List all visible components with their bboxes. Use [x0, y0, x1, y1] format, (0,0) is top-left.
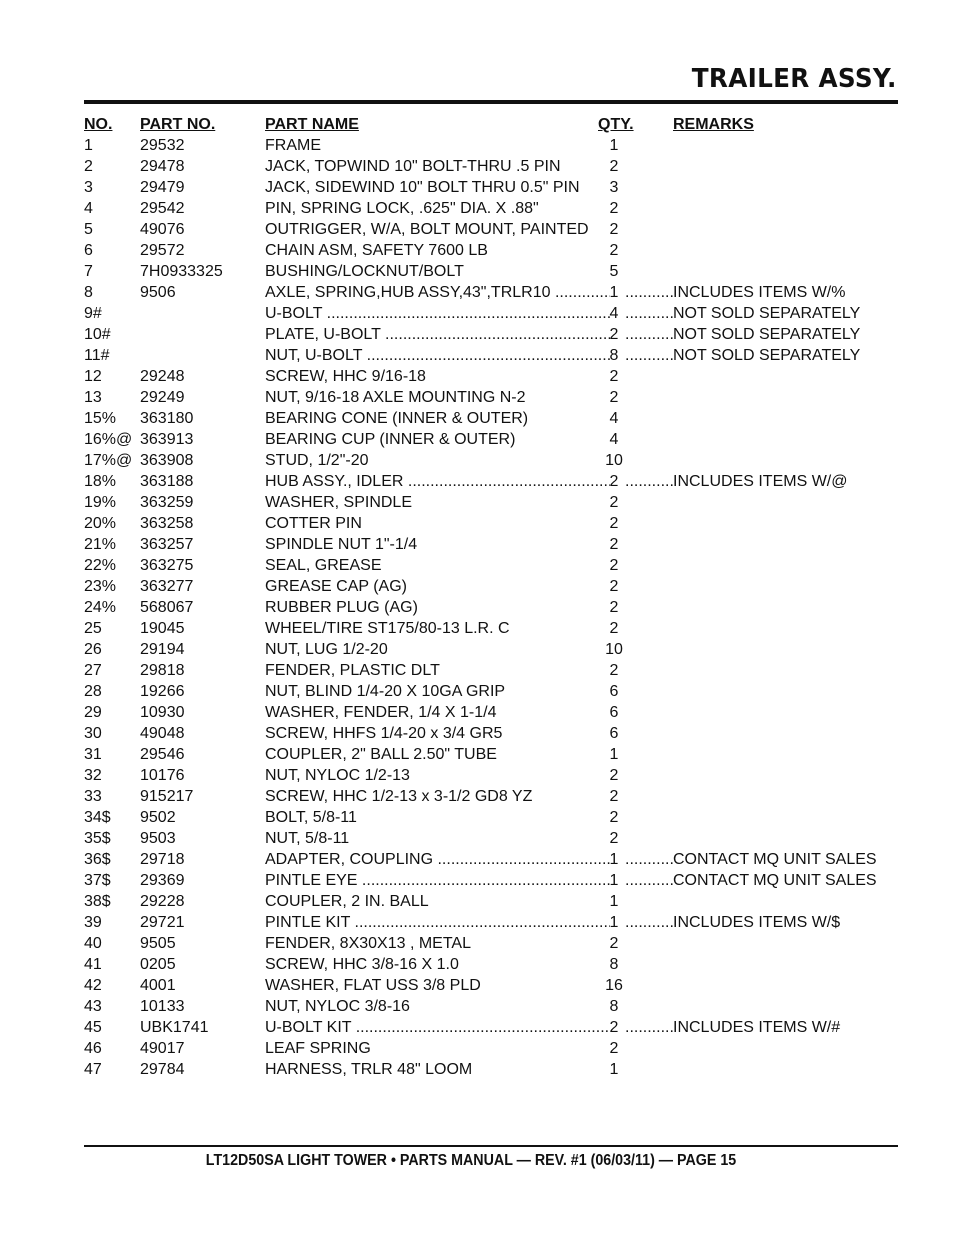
- qty-cell: 1: [609, 284, 619, 301]
- remarks-cell: NOT SOLD SEPARATELY: [673, 305, 861, 322]
- qty-cell: 1: [609, 893, 619, 910]
- table-row: [84, 492, 898, 513]
- qty-cell: 2: [609, 620, 619, 637]
- qty-cell: 2: [609, 809, 619, 826]
- qty-cell: 2: [609, 200, 619, 217]
- part-no-cell: 363258: [140, 515, 194, 532]
- table-row: [84, 660, 898, 681]
- column-header-qty: QTY.: [598, 116, 634, 133]
- table-row: [84, 387, 898, 408]
- table-row: [84, 933, 898, 954]
- part-no-cell: 10133: [140, 998, 185, 1015]
- qty-cell: 3: [609, 179, 619, 196]
- table-row: [84, 471, 898, 492]
- table-row: [84, 1017, 898, 1038]
- leader-dots: [625, 870, 673, 891]
- table-row: [84, 828, 898, 849]
- part-number-index: 36$: [84, 851, 111, 868]
- part-number-index: 21%: [84, 536, 117, 553]
- table-row: [84, 681, 898, 702]
- qty-cell: 2: [609, 1040, 619, 1057]
- qty-cell: 2: [609, 242, 619, 259]
- part-no-cell: 9502: [140, 809, 176, 826]
- part-number-index: 32: [84, 767, 102, 784]
- table-row: [84, 135, 898, 156]
- table-row: [84, 786, 898, 807]
- qty-cell: 6: [609, 725, 619, 742]
- part-number-index: 22%: [84, 557, 117, 574]
- remarks-cell: INCLUDES ITEMS W/@: [673, 473, 848, 490]
- leader-dots: [625, 345, 673, 366]
- qty-cell: 2: [609, 515, 619, 532]
- table-row: [84, 240, 898, 261]
- part-number-index: 31: [84, 746, 102, 763]
- part-no-cell: 49017: [140, 1040, 185, 1057]
- table-row: [84, 702, 898, 723]
- part-name-cell: JACK, TOPWIND 10" BOLT-THRU .5 PIN: [265, 158, 561, 175]
- table-row: [84, 975, 898, 996]
- part-number-index: 2: [84, 158, 93, 175]
- table-row: [84, 177, 898, 198]
- qty-cell: 2: [609, 788, 619, 805]
- qty-cell: 2: [609, 326, 619, 343]
- qty-cell: 2: [609, 368, 619, 385]
- table-row: [84, 408, 898, 429]
- part-name-cell: WHEEL/TIRE ST175/80-13 L.R. C: [265, 620, 510, 637]
- part-name-cell: NUT, LUG 1/2-20: [265, 641, 388, 658]
- part-number-index: 45: [84, 1019, 102, 1036]
- table-row: [84, 450, 898, 471]
- part-number-index: 24%: [84, 599, 117, 616]
- part-number-index: 27: [84, 662, 102, 679]
- remarks-cell: INCLUDES ITEMS W/#: [673, 1019, 841, 1036]
- table-row: [84, 366, 898, 387]
- part-name-cell: GREASE CAP (AG): [265, 578, 407, 595]
- qty-cell: 16: [605, 977, 623, 994]
- qty-cell: 10: [605, 452, 623, 469]
- qty-cell: 2: [609, 536, 619, 553]
- remarks-cell: INCLUDES ITEMS W/%: [673, 284, 846, 301]
- part-number-index: 13: [84, 389, 102, 406]
- table-row: [84, 282, 898, 303]
- part-number-index: 26: [84, 641, 102, 658]
- part-no-cell: UBK1741: [140, 1019, 209, 1036]
- part-no-cell: 4001: [140, 977, 176, 994]
- part-no-cell: 915217: [140, 788, 194, 805]
- part-number-index: 20%: [84, 515, 117, 532]
- table-row: [84, 744, 898, 765]
- qty-cell: 1: [609, 851, 619, 868]
- part-name-cell: U-BOLT .....: [265, 303, 610, 324]
- part-no-cell: 29228: [140, 893, 185, 910]
- table-row: [84, 555, 898, 576]
- part-name-cell: BEARING CONE (INNER & OUTER): [265, 410, 529, 427]
- remarks-cell: INCLUDES ITEMS W/$: [673, 914, 841, 931]
- part-name-cell: WASHER, FLAT USS 3/8 PLD: [265, 977, 481, 994]
- table-row: [84, 618, 898, 639]
- part-name-cell: COUPLER, 2 IN. BALL: [265, 893, 429, 910]
- table-header: [84, 114, 898, 135]
- leader-dots: [625, 471, 673, 492]
- part-number-index: 1: [84, 137, 93, 154]
- table-row: [84, 849, 898, 870]
- qty-cell: 1: [609, 914, 619, 931]
- part-no-cell: 9503: [140, 830, 176, 847]
- qty-cell: 10: [605, 641, 623, 658]
- part-number-index: 25: [84, 620, 102, 637]
- leader-dots: [625, 849, 673, 870]
- part-name-cell: NUT, NYLOC 1/2-13: [265, 767, 410, 784]
- table-row: [84, 576, 898, 597]
- part-name-cell: AXLE, SPRING,HUB ASSY,43",TRLR10 .....: [265, 282, 610, 303]
- column-header-remarks: REMARKS: [673, 116, 754, 133]
- table-row: [84, 261, 898, 282]
- column-header-part-name: PART NAME: [265, 116, 359, 133]
- part-number-index: 42: [84, 977, 102, 994]
- part-number-index: 3: [84, 179, 93, 196]
- qty-cell: 6: [609, 704, 619, 721]
- table-row: [84, 534, 898, 555]
- page-title: TRAILER ASSY.: [692, 64, 897, 94]
- qty-cell: 1: [609, 746, 619, 763]
- part-number-index: 37$: [84, 872, 111, 889]
- part-no-cell: 568067: [140, 599, 194, 616]
- qty-cell: 8: [609, 347, 619, 364]
- part-name-cell: SCREW, HHC 3/8-16 X 1.0: [265, 956, 459, 973]
- part-number-index: 15%: [84, 410, 117, 427]
- qty-cell: 5: [609, 263, 619, 280]
- table-row: [84, 1059, 898, 1080]
- qty-cell: 2: [609, 557, 619, 574]
- part-number-index: 18%: [84, 473, 117, 490]
- part-name-cell: JACK, SIDEWIND 10" BOLT THRU 0.5" PIN: [265, 179, 580, 196]
- part-number-index: 47: [84, 1061, 102, 1078]
- part-number-index: 12: [84, 368, 102, 385]
- part-number-index: 6: [84, 242, 93, 259]
- part-no-cell: 29542: [140, 200, 185, 217]
- part-no-cell: 29248: [140, 368, 185, 385]
- table-row: [84, 807, 898, 828]
- part-number-index: 29: [84, 704, 102, 721]
- part-number-index: 30: [84, 725, 102, 742]
- part-no-cell: 19266: [140, 683, 185, 700]
- table-row: [84, 870, 898, 891]
- part-no-cell: 29249: [140, 389, 185, 406]
- part-no-cell: 363913: [140, 431, 194, 448]
- qty-cell: 2: [609, 935, 619, 952]
- part-no-cell: 363908: [140, 452, 194, 469]
- part-name-cell: SPINDLE NUT 1"-1/4: [265, 536, 418, 553]
- qty-cell: 8: [609, 998, 619, 1015]
- part-name-cell: HARNESS, TRLR 48" LOOM: [265, 1061, 473, 1078]
- page-footer: LT12D50SA LIGHT TOWER • PARTS MANUAL — REV. #1 (06/03/11) — PAGE 15: [205, 1152, 737, 1169]
- table-row: [84, 954, 898, 975]
- part-number-index: 17%@: [84, 452, 133, 469]
- part-no-cell: 29369: [140, 872, 185, 889]
- part-no-cell: 29532: [140, 137, 185, 154]
- part-number-index: 46: [84, 1040, 102, 1057]
- part-no-cell: 29479: [140, 179, 185, 196]
- part-name-cell: FRAME: [265, 137, 321, 154]
- part-name-cell: NUT, 9/16-18 AXLE MOUNTING N-2: [265, 389, 526, 406]
- part-no-cell: 29818: [140, 662, 185, 679]
- part-no-cell: 363259: [140, 494, 194, 511]
- part-number-index: 4: [84, 200, 93, 217]
- table-row: [84, 156, 898, 177]
- part-name-cell: FENDER, PLASTIC DLT: [265, 662, 440, 679]
- part-name-cell: COTTER PIN: [265, 515, 362, 532]
- part-no-cell: 29572: [140, 242, 185, 259]
- part-name-cell: ADAPTER, COUPLING .....: [265, 849, 610, 870]
- column-header-part-no: PART NO.: [140, 116, 216, 133]
- qty-cell: 1: [609, 137, 619, 154]
- table-row: [84, 597, 898, 618]
- part-name-cell: OUTRIGGER, W/A, BOLT MOUNT, PAINTED: [265, 221, 589, 238]
- part-no-cell: 29721: [140, 914, 185, 931]
- qty-cell: 2: [609, 599, 619, 616]
- remarks-cell: NOT SOLD SEPARATELY: [673, 326, 861, 343]
- parts-table: [84, 114, 898, 1080]
- part-number-index: 7: [84, 263, 93, 280]
- part-name-cell: FENDER, 8X30X13 , METAL: [265, 935, 471, 952]
- qty-cell: 2: [609, 473, 619, 490]
- qty-cell: 2: [609, 158, 619, 175]
- part-name-cell: SCREW, HHC 9/16-18: [265, 368, 426, 385]
- qty-cell: 2: [609, 830, 619, 847]
- qty-cell: 1: [609, 1061, 619, 1078]
- part-name-cell: HUB ASSY., IDLER .....: [265, 471, 610, 492]
- table-row: [84, 912, 898, 933]
- part-name-cell: NUT, 5/8-11: [265, 830, 350, 847]
- part-name-cell: WASHER, SPINDLE: [265, 494, 412, 511]
- part-name-cell: STUD, 1/2"-20: [265, 452, 369, 469]
- table-row: [84, 1038, 898, 1059]
- part-no-cell: 29478: [140, 158, 185, 175]
- qty-cell: 2: [609, 221, 619, 238]
- table-row: [84, 891, 898, 912]
- table-row: [84, 723, 898, 744]
- qty-cell: 2: [609, 662, 619, 679]
- part-name-cell: NUT, BLIND 1/4-20 X 10GA GRIP: [265, 683, 506, 700]
- part-number-index: 33: [84, 788, 102, 805]
- part-no-cell: 19045: [140, 620, 185, 637]
- footer-rule: [84, 1145, 898, 1147]
- table-row: [84, 303, 898, 324]
- table-row: [84, 765, 898, 786]
- part-no-cell: 363275: [140, 557, 194, 574]
- part-name-cell: SCREW, HHC 1/2-13 x 3-1/2 GD8 YZ: [265, 788, 533, 805]
- part-no-cell: 29718: [140, 851, 185, 868]
- part-number-index: 5: [84, 221, 93, 238]
- part-no-cell: 49048: [140, 725, 185, 742]
- part-number-index: 35$: [84, 830, 111, 847]
- qty-cell: 4: [609, 410, 619, 427]
- remarks-cell: NOT SOLD SEPARATELY: [673, 347, 861, 364]
- qty-cell: 2: [609, 578, 619, 595]
- part-number-index: 11#: [84, 347, 110, 364]
- part-name-cell: COUPLER, 2" BALL 2.50" TUBE: [265, 746, 497, 763]
- part-no-cell: 363277: [140, 578, 194, 595]
- part-no-cell: 29194: [140, 641, 185, 658]
- part-no-cell: 7H0933325: [140, 263, 223, 280]
- part-no-cell: 363257: [140, 536, 194, 553]
- part-name-cell: LEAF SPRING: [265, 1040, 371, 1057]
- part-no-cell: 29546: [140, 746, 185, 763]
- part-name-cell: NUT, NYLOC 3/8-16: [265, 998, 410, 1015]
- header-rule: [84, 100, 898, 104]
- remarks-cell: CONTACT MQ UNIT SALES: [673, 851, 877, 868]
- part-number-index: 19%: [84, 494, 117, 511]
- part-number-index: 16%@: [84, 431, 133, 448]
- part-number-index: 23%: [84, 578, 117, 595]
- qty-cell: 4: [609, 305, 619, 322]
- qty-cell: 6: [609, 683, 619, 700]
- part-name-cell: PLATE, U-BOLT .....: [265, 324, 610, 345]
- part-number-index: 43: [84, 998, 102, 1015]
- part-name-cell: PIN, SPRING LOCK, .625" DIA. X .88": [265, 200, 539, 217]
- part-name-cell: SCREW, HHFS 1/4-20 x 3/4 GR5: [265, 725, 503, 742]
- part-number-index: 9#: [84, 305, 102, 322]
- part-no-cell: 9506: [140, 284, 176, 301]
- qty-cell: 2: [609, 1019, 619, 1036]
- part-number-index: 28: [84, 683, 102, 700]
- leader-dots: [625, 1017, 673, 1038]
- part-name-cell: SEAL, GREASE: [265, 557, 382, 574]
- leader-dots: [625, 282, 673, 303]
- part-number-index: 40: [84, 935, 102, 952]
- leader-dots: [625, 912, 673, 933]
- table-row: [84, 219, 898, 240]
- part-number-index: 10#: [84, 326, 111, 343]
- part-no-cell: 29784: [140, 1061, 185, 1078]
- part-number-index: 41: [84, 956, 102, 973]
- qty-cell: 2: [609, 767, 619, 784]
- part-no-cell: 363180: [140, 410, 194, 427]
- part-no-cell: 363188: [140, 473, 194, 490]
- leader-dots: [625, 303, 673, 324]
- part-no-cell: 10176: [140, 767, 185, 784]
- part-no-cell: 10930: [140, 704, 185, 721]
- part-name-cell: NUT, U-BOLT .....: [265, 345, 610, 366]
- qty-cell: 1: [609, 872, 619, 889]
- table-row: [84, 996, 898, 1017]
- part-name-cell: BEARING CUP (INNER & OUTER): [265, 431, 516, 448]
- qty-cell: 8: [609, 956, 619, 973]
- part-name-cell: U-BOLT KIT .....: [265, 1017, 610, 1038]
- table-row: [84, 345, 898, 366]
- table-row: [84, 198, 898, 219]
- part-number-index: 38$: [84, 893, 111, 910]
- table-row: [84, 513, 898, 534]
- part-name-cell: RUBBER PLUG (AG): [265, 599, 418, 616]
- remarks-cell: CONTACT MQ UNIT SALES: [673, 872, 877, 889]
- part-no-cell: 49076: [140, 221, 185, 238]
- qty-cell: 2: [609, 494, 619, 511]
- column-header-no: NO.: [84, 116, 113, 133]
- part-name-cell: BOLT, 5/8-11: [265, 809, 357, 826]
- qty-cell: 4: [609, 431, 619, 448]
- part-name-cell: PINTLE KIT .....: [265, 912, 610, 933]
- part-no-cell: 0205: [140, 956, 176, 973]
- part-no-cell: 9505: [140, 935, 176, 952]
- table-row: [84, 324, 898, 345]
- part-name-cell: PINTLE EYE .....: [265, 870, 610, 891]
- qty-cell: 2: [609, 389, 619, 406]
- table-row: [84, 639, 898, 660]
- part-name-cell: CHAIN ASM, SAFETY 7600 LB: [265, 242, 488, 259]
- part-name-cell: BUSHING/LOCKNUT/BOLT: [265, 263, 464, 280]
- part-name-cell: WASHER, FENDER, 1/4 X 1-1/4: [265, 704, 497, 721]
- part-number-index: 8: [84, 284, 93, 301]
- leader-dots: [625, 324, 673, 345]
- part-number-index: 34$: [84, 809, 111, 826]
- table-row: [84, 429, 898, 450]
- part-number-index: 39: [84, 914, 102, 931]
